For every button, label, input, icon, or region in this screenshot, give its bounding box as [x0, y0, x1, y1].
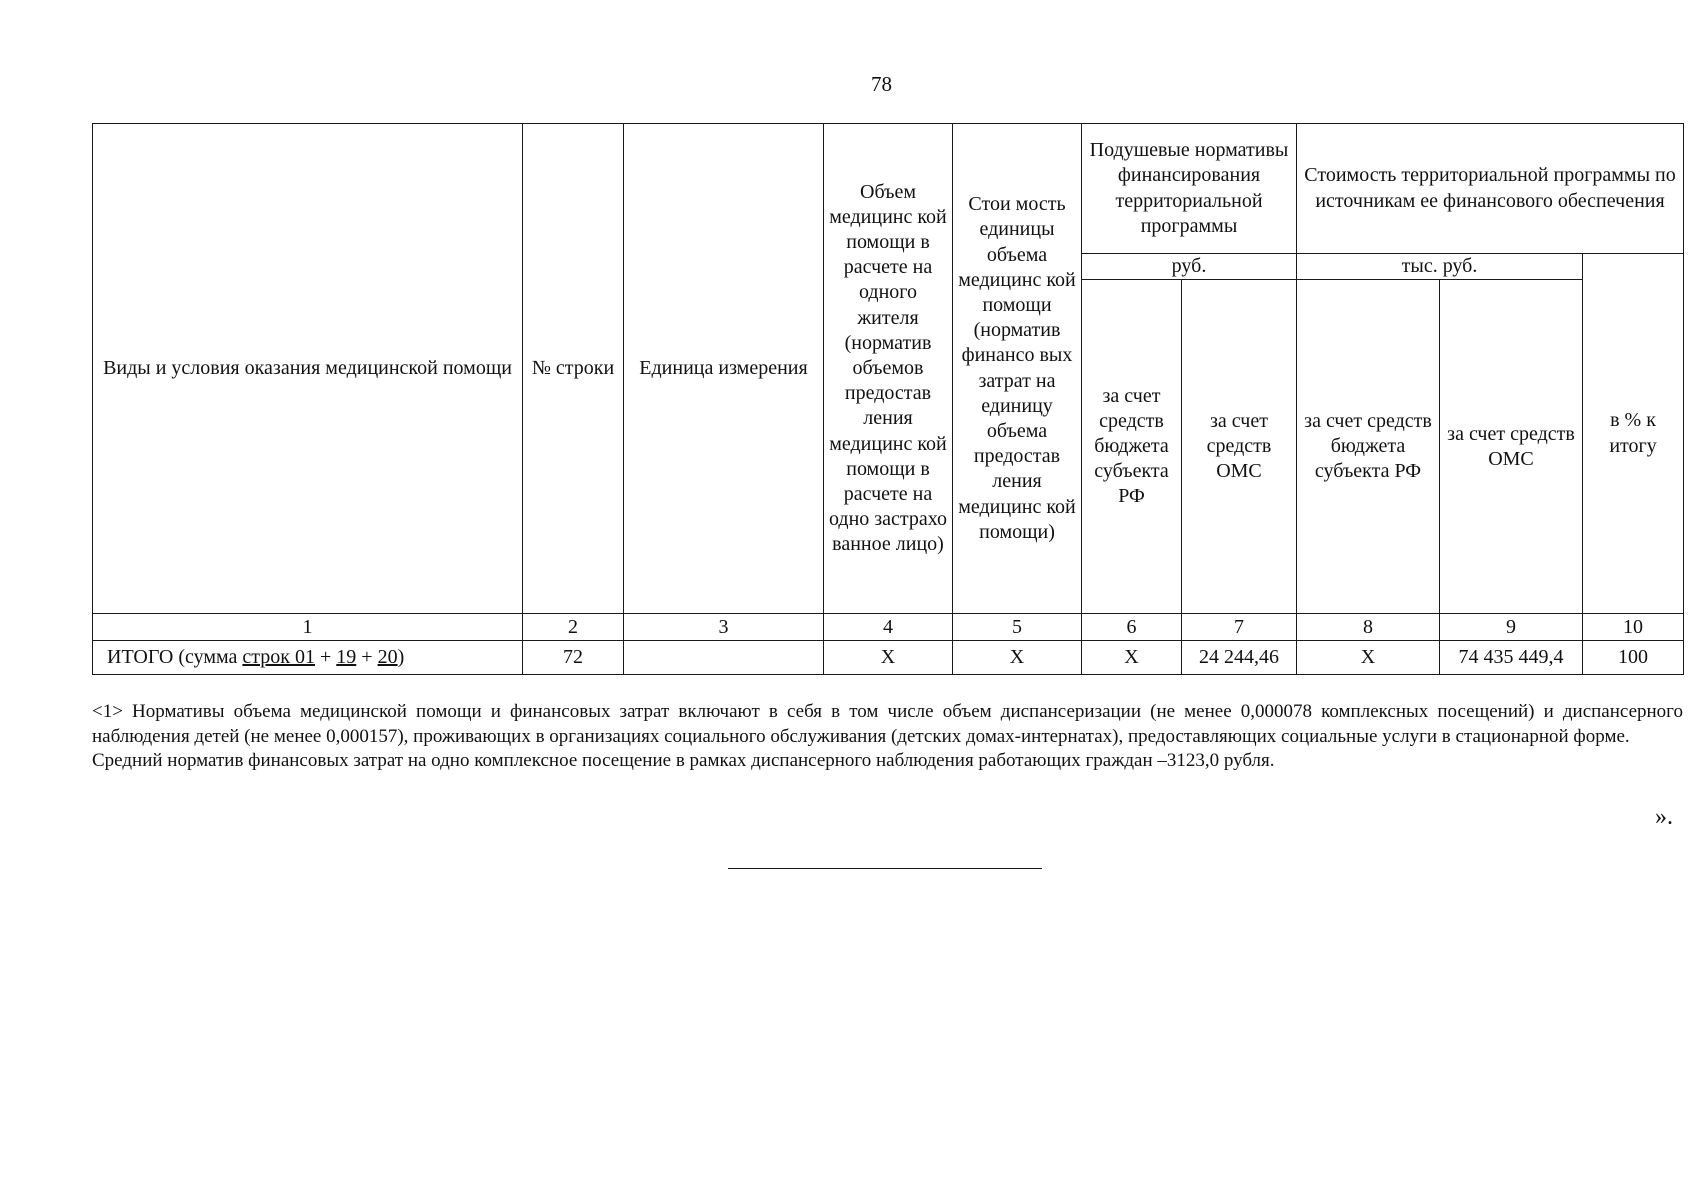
- total-label: [93, 641, 523, 675]
- column-number: 4: [824, 614, 953, 641]
- header-unit-cost: Стои мость единицы объема медицинс кой помощи (норматив финансо вых затрат на единицу объема предостав ления медицинс кой помощи): [953, 124, 1082, 614]
- header-percent: в % к итогу: [1583, 254, 1684, 614]
- total-volume: X: [824, 641, 953, 675]
- header-unit: Единица измерения: [624, 124, 824, 614]
- header-volume: Объем медицинс кой помощи в расчете на одного жителя (норматив объемов предостав ления медицинс кой помощи в расчете на одно застрахо ванное лицо): [824, 124, 953, 614]
- plus-sign: +: [356, 646, 378, 669]
- header-row: [93, 124, 1684, 254]
- header-services: Виды и условия оказания медицинской помощи: [93, 124, 523, 614]
- link-row-19[interactable]: 19: [336, 646, 357, 669]
- header-budget-thous: за счет средств бюджета субъекта РФ: [1297, 280, 1440, 614]
- header-cost-group: Стоимость территориальной программы по источникам ее финансового обеспечения: [1297, 124, 1684, 254]
- link-row-20[interactable]: 20: [377, 646, 398, 669]
- total-row-number: 72: [523, 641, 624, 675]
- header-oms-thous: за счет средств ОМС: [1440, 280, 1583, 614]
- total-unit-cost: X: [953, 641, 1082, 675]
- link-rows-01[interactable]: строк 01: [242, 646, 315, 669]
- page-number: 78: [871, 72, 892, 96]
- header-row-number: № строки: [523, 124, 624, 614]
- total-row: [93, 641, 1684, 675]
- total-oms-thous: 74 435 449,4: [1440, 641, 1583, 675]
- column-number: 3: [624, 614, 824, 641]
- column-number: 7: [1182, 614, 1297, 641]
- column-number: 2: [523, 614, 624, 641]
- notes: [92, 700, 1683, 774]
- total-label-suffix: ): [397, 646, 405, 669]
- column-number: 1: [93, 614, 523, 641]
- header-per-capita-group: Подушевые нормативы финансирования территориальной программы: [1082, 124, 1297, 254]
- column-number: 8: [1297, 614, 1440, 641]
- column-numbers-row: [93, 614, 1684, 641]
- separator-line: [728, 868, 1042, 869]
- column-number: 9: [1440, 614, 1583, 641]
- total-percent: 100: [1583, 641, 1684, 675]
- average-cost-note: Средний норматив финансовых затрат на одно комплексное посещение в рамках диспансерного наблюдения работающих граждан –3123,0 рубля.: [92, 750, 1275, 772]
- column-number: 10: [1583, 614, 1684, 641]
- column-number: 5: [953, 614, 1082, 641]
- total-oms-rub: 24 244,46: [1182, 641, 1297, 675]
- header-unit-rub: руб.: [1082, 254, 1297, 280]
- total-unit: [624, 641, 824, 675]
- header-unit-thous-rub: тыс. руб.: [1297, 254, 1583, 280]
- total-budget-rub: X: [1082, 641, 1182, 675]
- total-label-prefix: ИТОГО (сумма: [107, 646, 243, 669]
- plus-sign: +: [315, 646, 337, 669]
- closing-quote: ».: [1655, 804, 1673, 830]
- header-oms-rub: за счет средств ОМС: [1182, 280, 1297, 614]
- total-budget-thous: X: [1297, 641, 1440, 675]
- header-budget-rub: за счет средств бюджета субъекта РФ: [1082, 280, 1182, 614]
- column-number: 6: [1082, 614, 1182, 641]
- footnote-1: <1> Нормативы объема медицинской помощи и финансовых затрат включают в себя в том числе объем диспансеризации (не менее 0,000078 комплексных посещений) и диспансерного наблюдения детей (не менее 0,000157), проживающих в организациях социального обслуживания (детских домах-интернатах), предоставляющих социальные услуги в стационарной форме.: [92, 701, 1683, 747]
- financing-table: [92, 123, 1684, 675]
